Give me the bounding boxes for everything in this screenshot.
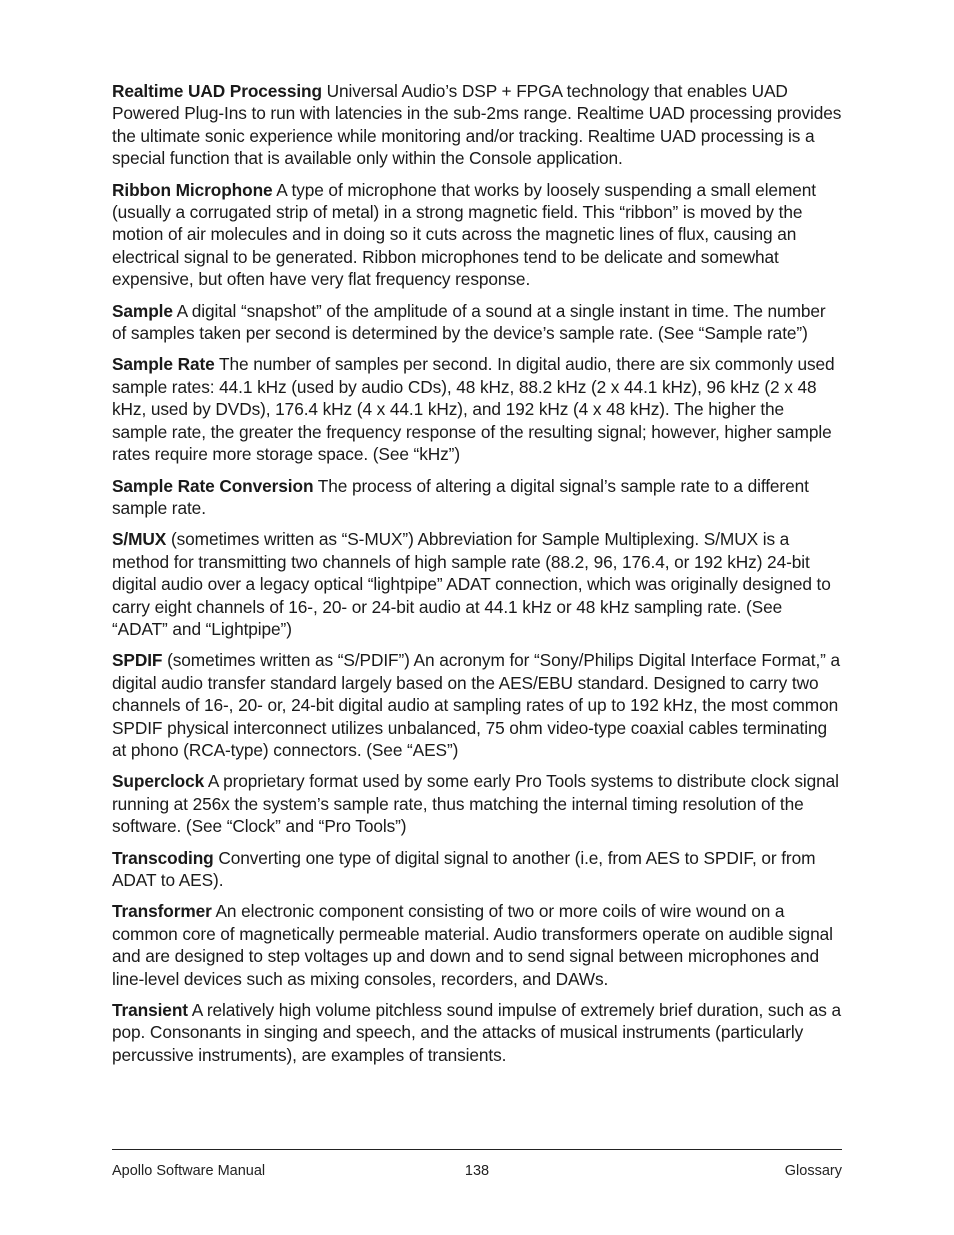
- glossary-term: Transient: [112, 1000, 188, 1021]
- glossary-definition: The process of altering a digital signal’s sample rate to a different sample rate.: [112, 475, 809, 518]
- glossary-entry-transient: [112, 999, 842, 1066]
- footer-section-name: Glossary: [784, 1163, 842, 1179]
- glossary-definition: An electronic component consisting of two or more coils of wire wound on a common core of magnetically permeable material. Audio transformers operate on audible signal and are designed to step voltages up and down and to send signal between microphones and line-level devices such as mixing consoles, recorders, and DAWs.: [112, 901, 833, 989]
- glossary-term: Sample Rate Conversion: [112, 475, 314, 496]
- glossary-entry-transcoding: [112, 847, 842, 892]
- glossary-definition: A proprietary format used by some early Pro Tools systems to distribute clock signal running at 256x the system’s sample rate, thus matching the internal timing resolution of the software. (See “Clock” and “Pro Tools”): [112, 771, 839, 837]
- glossary-term: Sample: [112, 300, 173, 321]
- glossary-content: [112, 80, 842, 1075]
- glossary-term: Transformer: [112, 901, 212, 922]
- glossary-entry-superclock: [112, 770, 842, 837]
- footer-manual-title: Apollo Software Manual: [112, 1163, 266, 1179]
- glossary-entry-smux: [112, 528, 842, 640]
- footer-page-number: 138: [464, 1163, 490, 1179]
- glossary-entry-realtime-uad-processing: [112, 80, 842, 170]
- glossary-term: S/MUX: [112, 529, 167, 550]
- glossary-term: Transcoding: [112, 847, 214, 868]
- glossary-definition: The number of samples per second. In digital audio, there are six commonly used sample rates: 44.1 kHz (used by audio CDs), 48 kHz, 88.2 kHz (2 x 44.1 kHz), 96 kHz (2 x 48 kHz, used by DVDs), 176.4 kHz (4 x 44.1 kHz), and 192 kHz (4 x 48 kHz). The higher the sample rate, the greater the frequency response of the resulting signal; however, higher sample rates require more storage space. (See “kHz”): [112, 354, 835, 465]
- glossary-entry-sample: [112, 300, 842, 345]
- glossary-definition: A type of microphone that works by loosely suspending a small element (usually a corrugated strip of metal) in a strong magnetic field. This “ribbon” is moved by the motion of air molecules and in doing so it cuts across the magnetic lines of flux, causing an electrical signal to be generated. Ribbon microphones tend to be delicate and somewhat expensive, but often have very flat frequency response.: [112, 179, 816, 290]
- glossary-term: Superclock: [112, 771, 205, 792]
- glossary-entry-sample-rate: [112, 353, 842, 465]
- glossary-term: Ribbon Microphone: [112, 179, 273, 200]
- page-footer: [112, 1161, 842, 1181]
- glossary-entry-sample-rate-conversion: [112, 475, 842, 520]
- glossary-definition: A digital “snapshot” of the amplitude of a sound at a single instant in time. The number of samples taken per second is determined by the device’s sample rate. (See “Sample rate”): [112, 300, 826, 344]
- footer-divider: [112, 1149, 842, 1150]
- glossary-term: Realtime UAD Processing: [112, 81, 322, 101]
- glossary-entry-ribbon-microphone: [112, 179, 842, 291]
- glossary-definition: A relatively high volume pitchless sound impulse of extremely brief duration, such as a pop. Consonants in singing and speech, and the attacks of musical instruments (particularly percussive instruments), are examples of transients.: [112, 1000, 841, 1065]
- glossary-definition: (sometimes written as “S/PDIF”) An acronym for “Sony/Philips Digital Interface Format,” a digital audio transfer standard largely based on the AES/EBU standard. Designed to carry two channels of 16-, 20- or, 24-bit digital audio at sampling rates of up to 192 kHz, the most common SPDIF physical interconnect utilizes unbalanced, 75 ohm video-type coaxial cables terminating at phono (RCA-type) connectors. (See “AES”): [112, 650, 841, 760]
- glossary-definition: Converting one type of digital signal to another (i.e, from AES to SPDIF, or from ADAT to AES).: [112, 847, 816, 890]
- glossary-term: Sample Rate: [112, 354, 215, 375]
- glossary-entry-spdif: [112, 649, 842, 761]
- glossary-definition: Universal Audio’s DSP + FPGA technology that enables UAD Powered Plug-Ins to run with latencies in the sub-2ms range. Realtime UAD processing provides the ultimate sonic experience while monitoring and/or tracking. Realtime UAD processing is a special function that is available only within the Console application.: [112, 81, 842, 169]
- glossary-term: SPDIF: [112, 650, 163, 671]
- glossary-entry-transformer: [112, 900, 842, 990]
- glossary-definition: (sometimes written as “S-MUX”) Abbreviation for Sample Multiplexing. S/MUX is a method for transmitting two channels of high sample rate (88.2, 96, 176.4, or 192 kHz) 24-bit digital audio over a legacy optical “lightpipe” ADAT connection, which was originally designed to carry eight channels of 16-, 20- or 24-bit audio at 44.1 kHz or 48 kHz sampling rate. (See “ADAT” and “Lightpipe”): [112, 529, 831, 639]
